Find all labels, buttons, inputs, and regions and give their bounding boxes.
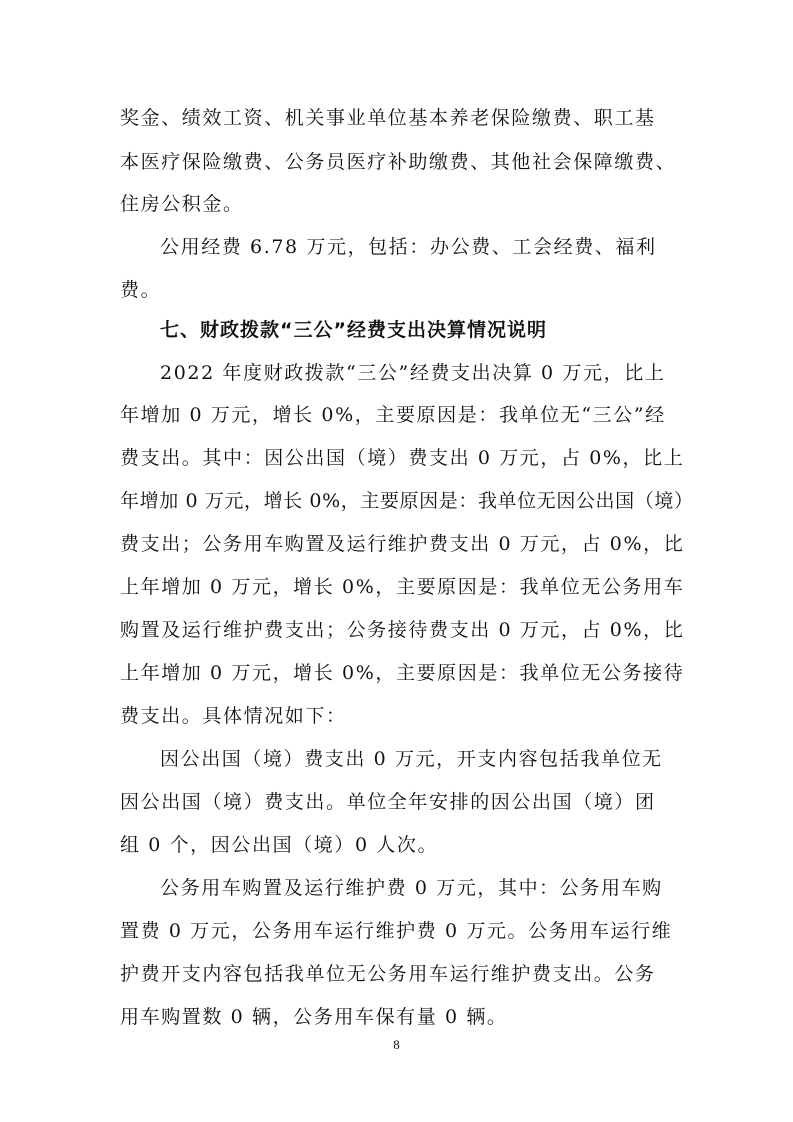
paragraph-line: 奖金、绩效工资、机关事业单位基本养老保险缴费、职工基 xyxy=(120,107,656,129)
paragraph-line: 公用经费 6.78 万元，包括：办公费、工会经费、福利 xyxy=(160,236,657,258)
paragraph-line: 置费 0 万元，公务用车运行维护费 0 万元。公务用车运行维 xyxy=(120,920,673,942)
section-heading: 七、财政拨款“三公”经费支出决算情况说明 xyxy=(160,319,547,341)
page-number: 8 xyxy=(393,1037,400,1052)
paragraph-line: 护费开支内容包括我单位无公务用车运行维护费支出。公务 xyxy=(120,963,656,985)
paragraph-line: 用车购置数 0 辆，公务用车保有量 0 辆。 xyxy=(120,1006,508,1028)
paragraph-line: 组 0 个，因公出国（境）0 人次。 xyxy=(120,834,439,856)
paragraph-line: 年增加 0 万元，增长 0%，主要原因是：我单位无因公出国（境） xyxy=(120,490,694,512)
paragraph-line: 费支出。其中：因公出国（境）费支出 0 万元，占 0%，比上 xyxy=(120,447,685,469)
paragraph-line: 费支出；公务用车购置及运行维护费支出 0 万元，占 0%，比 xyxy=(120,533,685,555)
paragraph-line: 上年增加 0 万元，增长 0%，主要原因是：我单位无公务用车 xyxy=(120,576,685,598)
paragraph-line: 年增加 0 万元，增长 0%，主要原因是：我单位无“三公”经 xyxy=(120,404,666,426)
paragraph-line: 公务用车购置及运行维护费 0 万元，其中：公务用车购 xyxy=(160,877,663,899)
paragraph-line: 本医疗保险缴费、公务员医疗补助缴费、其他社会保障缴费、 xyxy=(120,151,677,173)
paragraph-line: 费。 xyxy=(120,279,162,301)
paragraph-line: 2022 年度财政拨款“三公”经费支出决算 0 万元，比上 xyxy=(160,362,666,384)
paragraph-line: 因公出国（境）费支出 0 万元，开支内容包括我单位无 xyxy=(160,748,663,770)
paragraph-line: 上年增加 0 万元，增长 0%，主要原因是：我单位无公务接待 xyxy=(120,662,685,684)
paragraph-line: 住房公积金。 xyxy=(120,193,244,215)
paragraph-line: 购置及运行维护费支出；公务接待费支出 0 万元，占 0%，比 xyxy=(120,619,685,641)
paragraph-line: 因公出国（境）费支出。单位全年安排的因公出国（境）团 xyxy=(120,791,656,813)
paragraph-line: 费支出。具体情况如下： xyxy=(120,705,347,727)
